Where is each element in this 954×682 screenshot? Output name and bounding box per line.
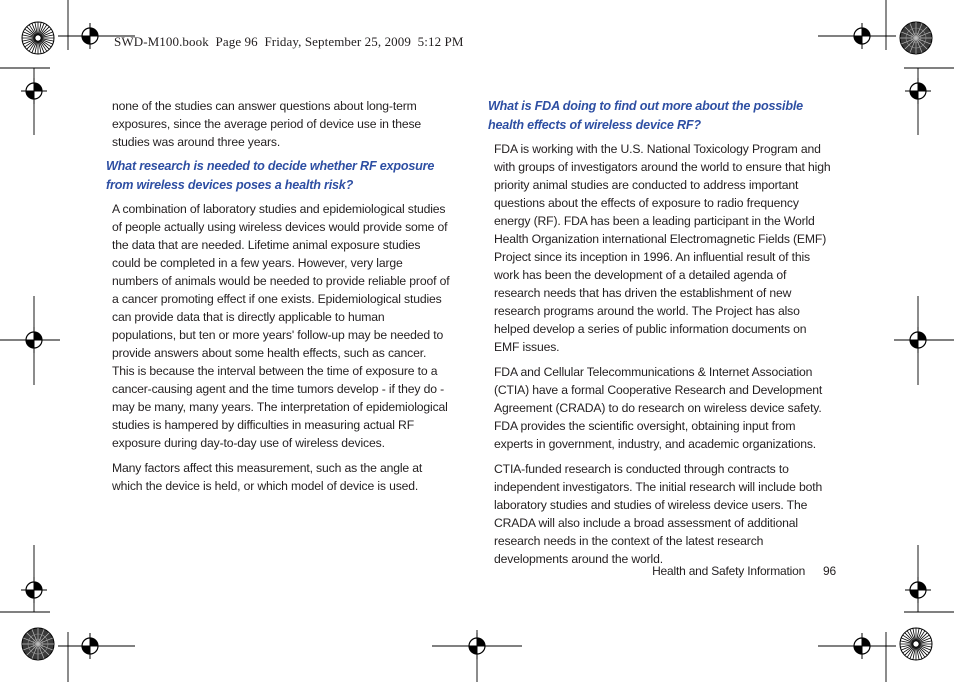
continued-paragraph: none of the studies can answer questions about long-term exposures, since the average period of device use in these studies was around three years. [112,99,422,149]
body-paragraph: Many factors affect this measurement, such as the angle at which the device is held, or which model of device is used. [112,461,423,493]
body-paragraph: A combination of laboratory studies and epidemiological studies of people actually using wireless devices would provide some of the data that are needed. Lifetime animal exposure studies could be completed in a few years. However, very large numbers of animals would be needed to provide reliable proof of a cancer promoting effect if one exists. Epidemiological studies can provide data that is directly applicable to human populations, but ten or more years' follow-up may be needed to provide answers about some health effects, such as cancer. This is because the interval between the time of exposure to a cancer-causing agent and the time tumors develop - if they do - may be many, many years. The interpretation of epidemiological studies is hampered by difficulties in measuring actual RF exposure during day-to-day use of wireless devices. [112,202,450,450]
right-column [488,97,833,575]
body-paragraph: FDA is working with the U.S. National Toxicology Program and with groups of investigators around the world to ensure that high priority animal studies are conducted to address important questions about the effects of exposure to radio frequency energy (RF). FDA has been a leading participant in the World Health Organization international Electromagnetic Fields (EMF) Project since its inception in 1996. An influential result of this work has been the development of a detailed agenda of research needs that has driven the establishment of new research programs around the world. The Project has also helped develop a series of public information documents on EMF issues. [494,142,831,354]
body-paragraph: CTIA-funded research is conducted through contracts to independent investigators. The initial research will include both laboratory studies and studies of wireless device users. The CRADA will also include a broad assessment of additional research needs in the context of the latest research developments around the world. [494,462,823,566]
section-heading: What research is needed to decide whether RF exposure from wireless devices poses a health risk? [106,159,435,192]
left-column [106,97,451,502]
page-number: 96 [823,564,836,578]
book-header: SWD-M100.book Page 96 Friday, September 25, 2009 5:12 PM [114,34,464,49]
section-heading: What is FDA doing to find out more about the possible health effects of wireless device RF? [488,99,803,132]
body-paragraph: FDA and Cellular Telecommunications & Internet Association (CTIA) have a formal Cooperative Research and Development Agreement (CRADA) to do research on wireless device safety. FDA provides the scientific oversight, obtaining input from experts in government, industry, and academic organizations. [494,365,823,451]
footer-section-title: Health and Safety Information [652,564,806,578]
page-footer [640,564,836,578]
